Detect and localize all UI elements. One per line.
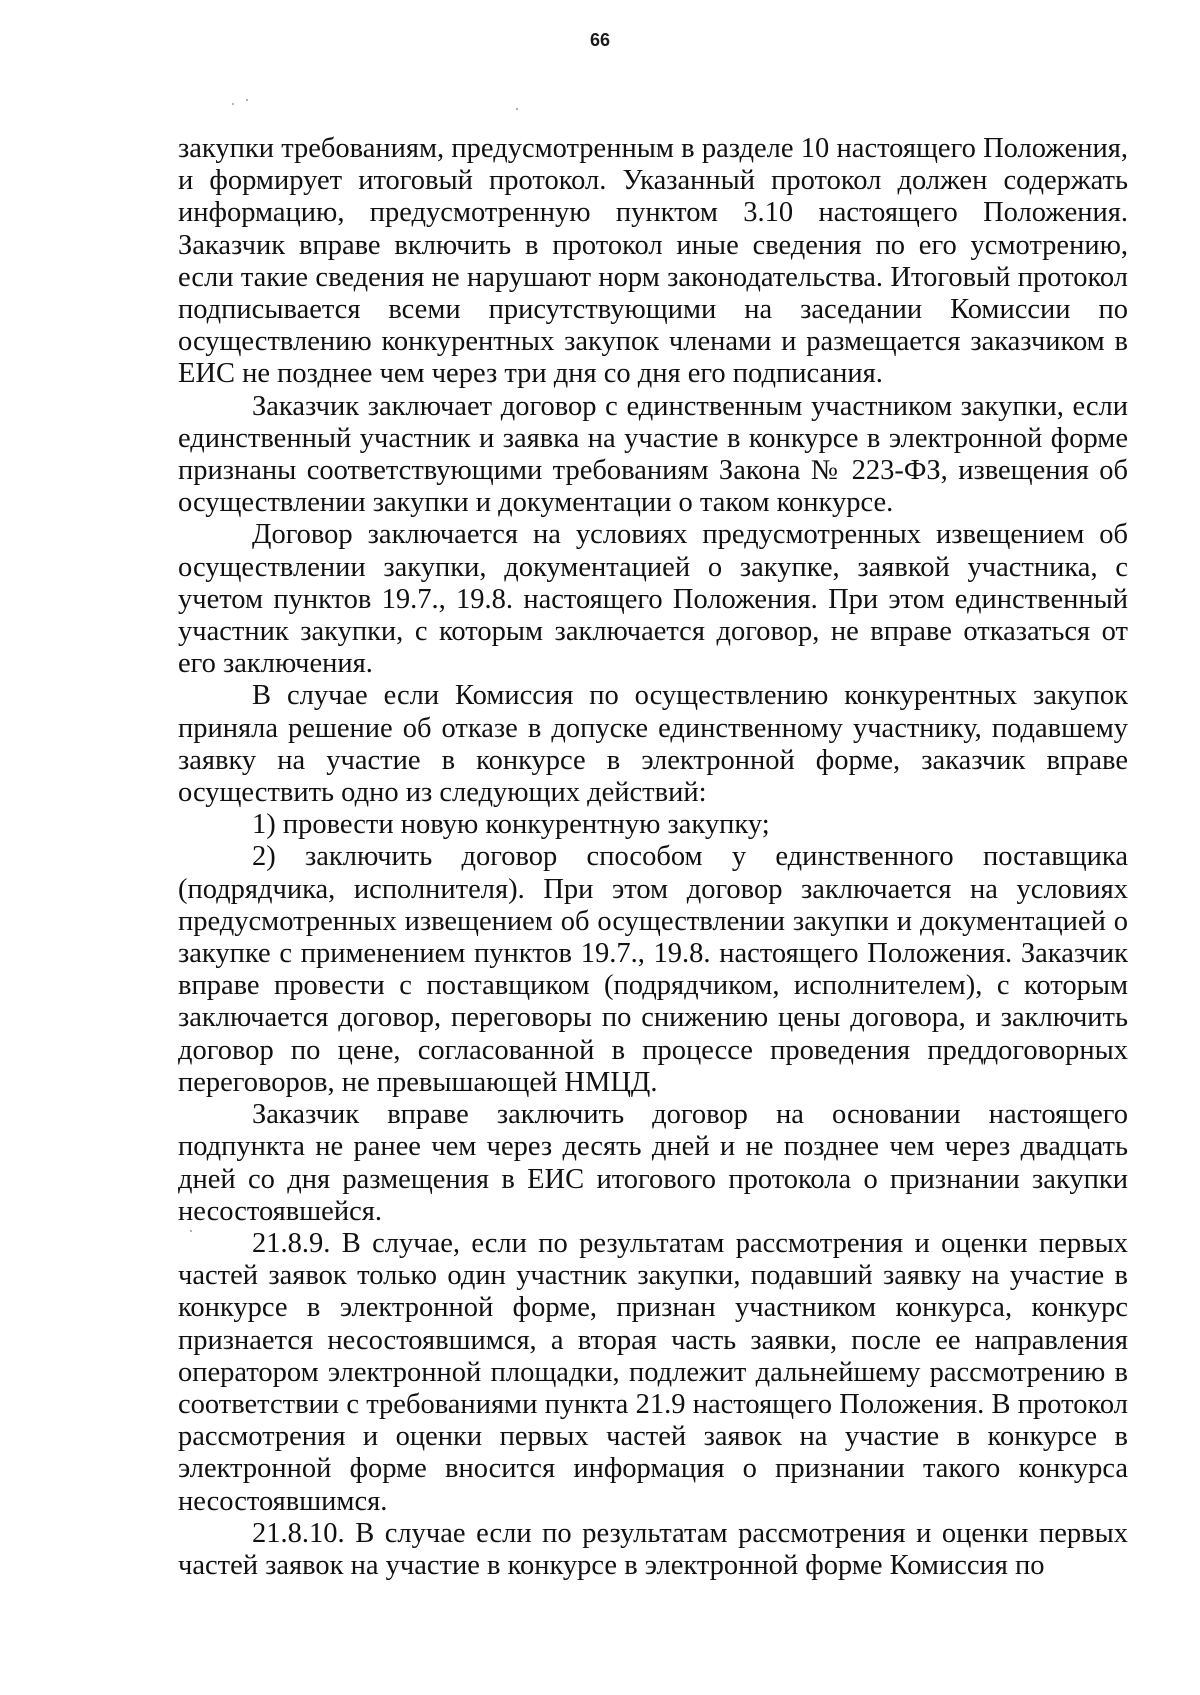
page-number: 66 bbox=[589, 30, 611, 50]
list-item-option-2: 2) заключить договор способом у единственного поставщика (подрядчика, исполнителя). При этом договор заключается на условиях предусмотренных извещением об осуществлении закупки и документацией о закупке с применением пунктов 19.7., 19.8. настоящего Положения. Заказчик вправе провести с поставщиком (подрядчиком, исполнителем), с которым заключается договор, переговоры по снижению цены договора, и заключить договор по цене, согласованной в процессе проведения преддоговорных переговоров, не превышающей НМЦД. bbox=[178, 841, 1128, 1098]
section-21-8-10: 21.8.10. В случае если по результатам рассмотрения и оценки первых частей заявок на участие в конкурсе в электронной форме Комиссия по bbox=[178, 1517, 1128, 1581]
paragraph-refusal-case: В случае если Комиссия по осуществлению конкурентных закупок приняла решение об отказе в допуске единственному участнику, подавшему заявку на участие в конкурсе в электронной форме, заказчик вправе осуществить одно из следующих действий: bbox=[178, 680, 1128, 809]
paragraph-single-participant: Заказчик заключает договор с единственным участником закупки, если единственный участник и заявка на участие в конкурсе в электронной форме признаны соответствующими требованиям Закона № 223-ФЗ, извещения об осуществлении закупки и документации о таком конкурсе. bbox=[178, 390, 1128, 519]
section-21-8-9: 21.8.9. В случае, если по результатам рассмотрения и оценки первых частей заявок только один участник закупки, подавший заявку на участие в конкурсе в электронной форме, признан участником конкурса, конкурс признается несостоявшимся, а вторая часть заявки, после ее направления оператором электронной площадки, подлежит дальнейшему рассмотрению в соответствии с требованиями пункта 21.9 настоящего Положения. В протокол рассмотрения и оценки первых частей заявок на участие в конкурсе в электронной форме вносится информация о признании такого конкурса несостоявшимся. bbox=[178, 1227, 1128, 1517]
scan-speck bbox=[246, 99, 248, 101]
list-item-option-1: 1) провести новую конкурентную закупку; bbox=[252, 809, 770, 841]
paragraph-continuation: закупки требованиям, предусмотренным в разделе 10 настоящего Положения, и формирует итоговый протокол. Указанный протокол должен содержать информацию, предусмотренную пунктом 3.10 настоящего Положения. Заказчик вправе включить в протокол иные сведения по его усмотрению, если такие сведения не нарушают норм законодательства. Итоговый протокол подписывается всеми присутствующими на заседании Комиссии по осуществлению конкурентных закупок членами и размещается заказчиком в ЕИС не позднее чем через три дня со дня его подписания. bbox=[178, 133, 1128, 390]
paragraph-contract-terms: Договор заключается на условиях предусмотренных извещением об осуществлении закупки, документацией о закупке, заявкой участника, с учетом пунктов 19.7., 19.8. настоящего Положения. При этом единственный участник закупки, с которым заключается договор, не вправе отказаться от его заключения. bbox=[178, 519, 1128, 680]
paragraph-timing: Заказчик вправе заключить договор на основании настоящего подпункта не ранее чем через десять дней и не позднее чем через двадцать дней со дня размещения в ЕИС итогового протокола о признании закупки несостоявшейся. bbox=[178, 1099, 1128, 1227]
document-body bbox=[178, 133, 1128, 1582]
scan-speck bbox=[232, 103, 234, 105]
scan-speck bbox=[516, 108, 518, 110]
